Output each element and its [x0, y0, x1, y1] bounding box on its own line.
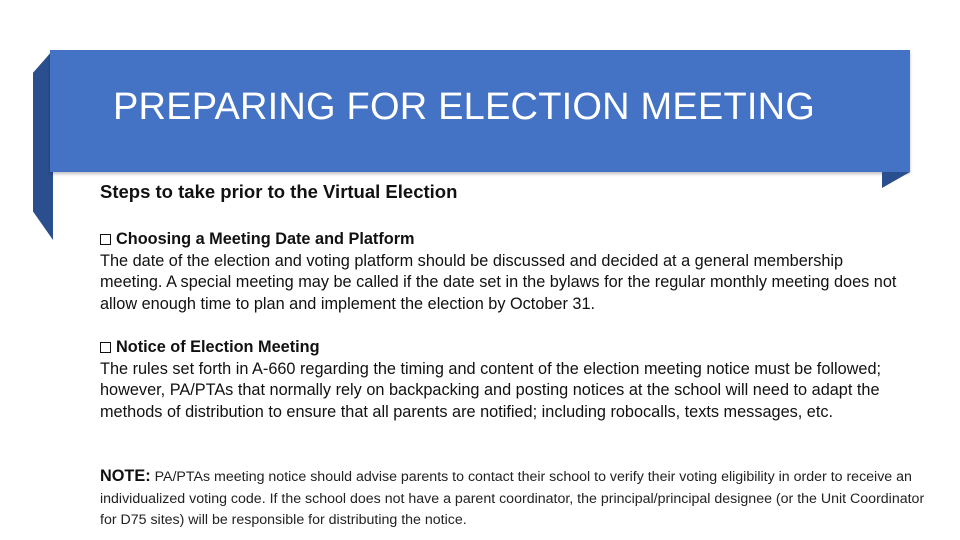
note-text: PA/PTAs meeting notice should advise parents to contact their school to verify their voting eligibility in order to receive an individualized voting code. If the school does not have a parent coordinator, the principal/principal designee (or the Unit Coordinator for D75 sites) will be responsible for distributing the notice.	[100, 469, 925, 528]
section-body: The rules set forth in A-660 regarding the timing and content of the election meeting notice must be followed; however, PA/PTAs that normally rely on backpacking and posting notices at the school will need to adapt the methods of distribution to ensure that all parents are notified; including robocalls, texts messages, etc.	[100, 359, 882, 421]
section-body: The date of the election and voting platform should be discussed and decided at a general membership meeting. A special meeting may be called if the date set in the bylaws for the regular monthly meeting does not allow enough time to plan and implement the election by October 31.	[100, 251, 897, 313]
note-label: NOTE:	[100, 467, 151, 485]
section-heading-row	[100, 337, 910, 359]
section-heading: Choosing a Meeting Date and Platform	[116, 230, 415, 248]
slide-subtitle: Steps to take prior to the Virtual Election	[100, 181, 458, 202]
slide-title: PREPARING FOR ELECTION MEETING	[113, 86, 816, 128]
checkbox-bullet-icon	[100, 234, 111, 245]
checkbox-bullet-icon	[100, 342, 111, 353]
right-fold-decoration	[882, 172, 910, 188]
section-heading: Notice of Election Meeting	[116, 338, 320, 356]
section-meeting-date	[100, 229, 910, 315]
note-paragraph	[100, 466, 930, 532]
section-heading-row	[100, 229, 910, 251]
section-election-notice	[100, 337, 910, 423]
